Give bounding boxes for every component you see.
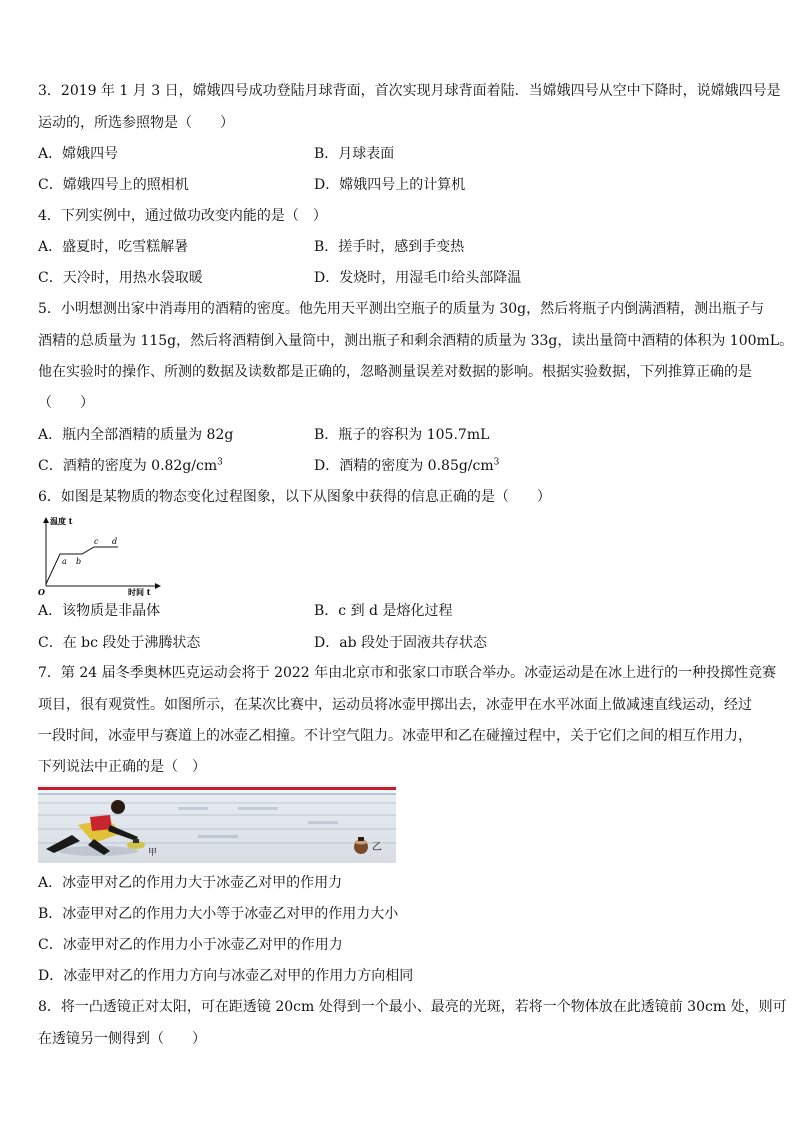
graph-point-a: a — [62, 557, 67, 566]
q4-stem: 4．下列实例中，通过做功改变内能的是（ ） — [38, 208, 327, 224]
graph-point-b: b — [76, 557, 82, 566]
graph-point-d: d — [112, 537, 118, 546]
q5-option-c-sup: 3 — [217, 457, 223, 468]
q5-stem-line3: 他在实验时的操作、所测的数据及读数都是正确的，忽略测量误差对数据的影响。根据实验数据，下列推算正确的是 — [38, 364, 752, 380]
q7-stem-line2: 项目，很有观赏性。如图所示，在某次比赛中，运动员将冰壶甲掷出去，冰壶甲在水平冰面上做减速直线运动，经过 — [38, 697, 752, 713]
graph-xlabel: 时间 t — [128, 587, 151, 596]
q5-option-c — [38, 456, 223, 476]
q5-stem-line4: （ ） — [38, 395, 94, 411]
q5-option-b: B．瓶子的容积为 105.7mL — [314, 427, 490, 443]
q7-option-b: B．冰壶甲对乙的作用力大小等于冰壶乙对甲的作用力大小 — [38, 906, 399, 922]
q7-stem-line4: 下列说法中正确的是（ ） — [38, 759, 206, 775]
graph-curve — [46, 547, 118, 584]
q8-stem-line2: 在透镜另一侧得到（ ） — [38, 1031, 206, 1047]
q3-stem-line2: 运动的，所选参照物是（ ） — [38, 115, 234, 131]
q6-option-c: C．在 bc 段处于沸腾状态 — [38, 635, 201, 651]
graph-point-c: c — [94, 537, 99, 546]
q6-option-d: D．ab 段处于固液共存状态 — [314, 635, 487, 651]
q5-option-d-sup: 3 — [493, 457, 500, 468]
q3-option-d: D．嫦娥四号上的计算机 — [314, 177, 466, 193]
q5-option-d — [314, 456, 499, 476]
curling-photo — [38, 785, 396, 863]
q3-option-c: C．嫦娥四号上的照相机 — [38, 177, 189, 193]
q7-option-d: D．冰壶甲对乙的作用力方向与冰壶乙对甲的作用力方向相同 — [38, 968, 414, 984]
curling-photo-svg — [38, 785, 396, 863]
q5-option-c-text: C．酒精的密度为 0.82g/cm — [38, 458, 218, 474]
q6-option-a: A．该物质是非晶体 — [38, 603, 161, 619]
q5-stem-line2: 酒精的总质量为 115g，然后将酒精倒入量筒中，测出瓶子和剩余酒精的质量为 33g，读出量筒中酒精的体积为 100mL。 — [38, 333, 794, 349]
q3-stem-line1: 3．2019 年 1 月 3 日，嫦娥四号成功登陆月球背面，首次实现月球背面着陆．当嫦娥四号从空中下降时，说嫦娥四号是 — [38, 83, 781, 99]
q8-stem-line1: 8．将一凸透镜正对太阳，可在距透镜 20cm 处得到一个最小、最亮的光斑，若将一个物体放在此透镜前 30cm 处，则可 — [38, 999, 787, 1015]
q3-option-a: A．嫦娥四号 — [38, 146, 119, 162]
q7-stem-line3: 一段时间，冰壶甲与赛道上的冰壶乙相撞。不计空气阻力。冰壶甲和乙在碰撞过程中，关于它们之间的相互作用力， — [38, 728, 752, 744]
q5-stem-line1: 5．小明想测出家中消毒用的酒精的密度。他先用天平测出空瓶子的质量为 30g，然后将瓶子内倒满酒精，测出瓶子与 — [38, 301, 765, 317]
label-jia: 甲 — [148, 848, 158, 858]
q7-option-a: A．冰壶甲对乙的作用力大于冰壶乙对甲的作用力 — [38, 875, 343, 891]
q5-option-d-text: D．酒精的密度为 0.85g/cm — [314, 458, 494, 474]
q4-option-c: C．天冷时，用热水袋取暖 — [38, 270, 203, 286]
q3-option-b: B．月球表面 — [314, 146, 395, 162]
q6-option-b: B．c 到 d 是熔化过程 — [314, 603, 453, 619]
phase-change-graph — [36, 514, 166, 596]
q7-option-c: C．冰壶甲对乙的作用力小于冰壶乙对甲的作用力 — [38, 937, 343, 953]
q4-option-b: B．搓手时，感到手变热 — [314, 239, 465, 255]
q4-option-d: D．发烧时，用湿毛巾给头部降温 — [314, 270, 522, 286]
q7-stem-line1: 7．第 24 届冬季奥林匹克运动会将于 2022 年由北京市和张家口市联合举办。冰壶运动是在冰上进行的一种投掷性竞赛 — [38, 665, 777, 681]
q4-option-a: A．盛夏时，吃雪糕解暑 — [38, 239, 189, 255]
graph-origin: O — [38, 587, 45, 596]
phase-change-graph-svg — [36, 514, 166, 596]
label-yi: 乙 — [372, 842, 382, 853]
q6-stem: 6．如图是某物质的物态变化过程图象，以下从图象中获得的信息正确的是（ ） — [38, 489, 551, 505]
q5-option-a: A．瓶内全部酒精的质量为 82g — [38, 427, 234, 443]
graph-ylabel: 温度 t — [50, 516, 73, 526]
